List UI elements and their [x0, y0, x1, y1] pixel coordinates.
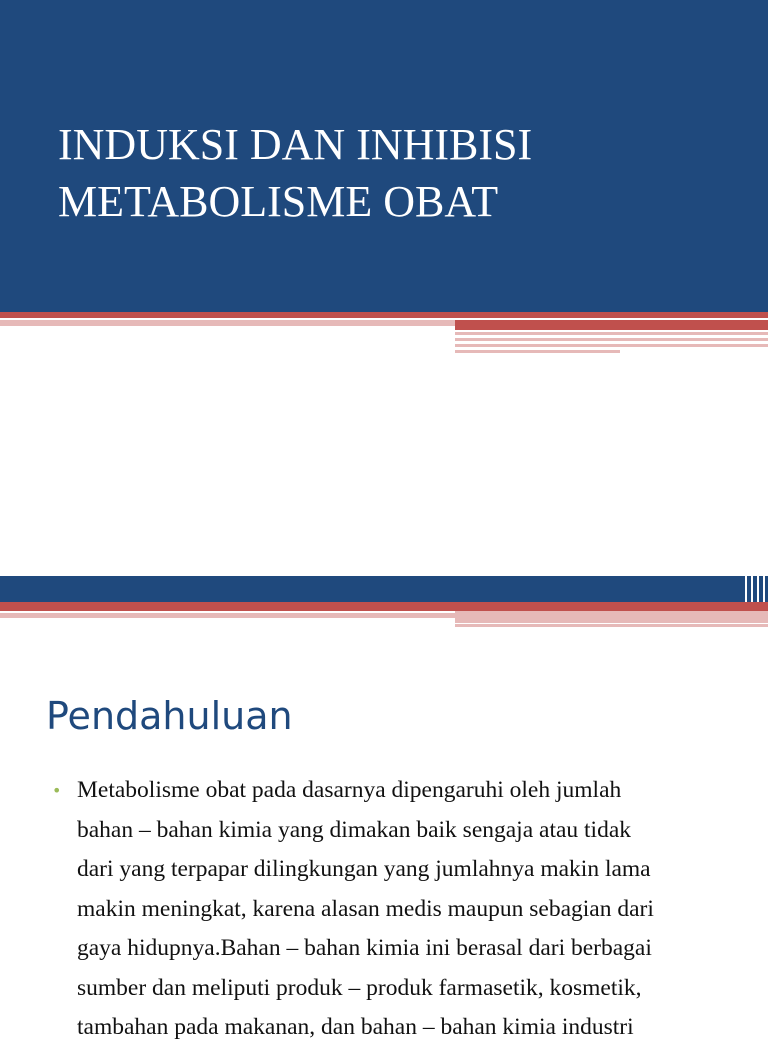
accent-line — [455, 344, 768, 347]
band-tick — [745, 576, 747, 602]
band-tick — [757, 576, 759, 602]
accent-stripe-pink — [0, 320, 455, 326]
bullet-icon: • — [52, 781, 62, 800]
bullet-line: bahan – bahan kimia yang dimakan baik sengaja atau tidak — [77, 816, 632, 843]
bullet-line: gaya hidupnya.Bahan – bahan kimia ini berasal dari berbagai — [77, 935, 652, 961]
slide-title-line: METABOLISME OBAT — [58, 177, 499, 226]
accent-line — [455, 338, 768, 341]
accent-line — [455, 624, 768, 627]
band-tick — [751, 576, 753, 602]
bullet-line: sumber dan meliputi produk – produk farmasetik, kosmetik, — [77, 974, 642, 1001]
accent-stripe-red-right — [455, 320, 768, 330]
bullet-line: dari yang terpapar dilingkungan yang jumlahnya makin lama — [77, 856, 651, 882]
bullet-line: Metabolisme obat pada dasarnya dipengaruhi oleh jumlah — [77, 777, 622, 803]
bullet-text — [77, 771, 732, 1048]
list-item — [52, 771, 732, 1048]
bullet-list — [52, 771, 732, 1048]
accent-stripe-red — [0, 312, 768, 318]
accent-stripe-pink — [0, 613, 455, 618]
band-tick — [763, 576, 765, 602]
bullet-line: tambahan pada makanan, dan bahan – bahan kimia industri — [77, 1014, 634, 1040]
accent-stripe-pink-right — [455, 611, 768, 623]
header-band — [0, 576, 768, 602]
content-slide — [0, 576, 768, 1040]
accent-line — [455, 350, 620, 353]
slide-heading: Pendahuluan — [46, 694, 293, 738]
accent-line — [455, 332, 768, 335]
slide-title-line: INDUKSI DAN INHIBISI — [58, 120, 533, 169]
bullet-line: makin meningkat, karena alasan medis maupun sebagian dari — [77, 895, 654, 922]
accent-stripe-red — [0, 602, 768, 611]
slide-title — [58, 116, 738, 230]
